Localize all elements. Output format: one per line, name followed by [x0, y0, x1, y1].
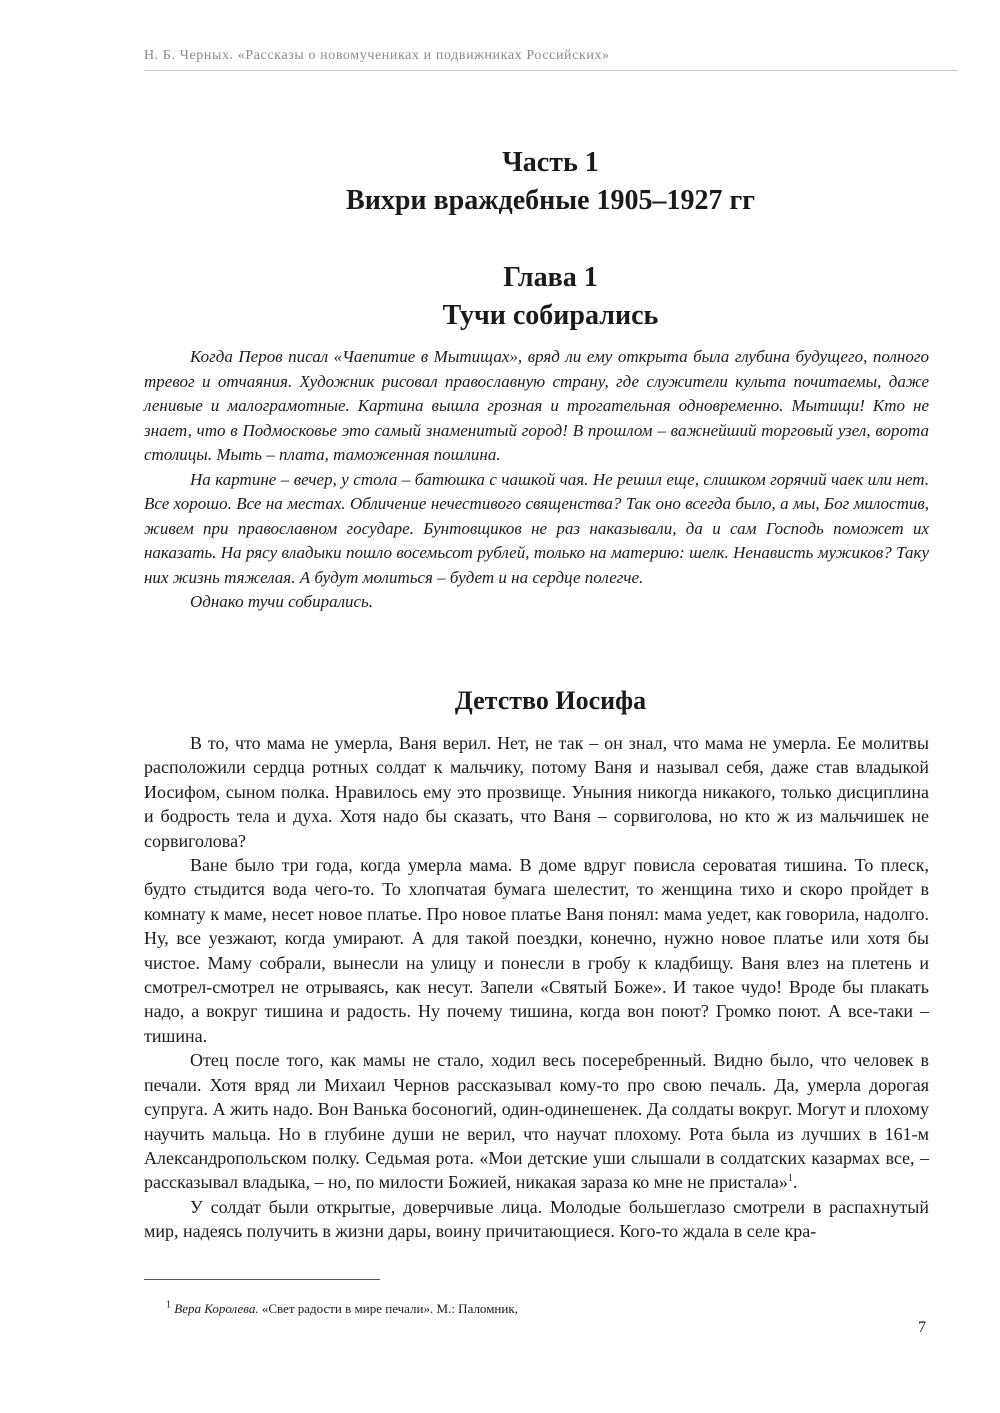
body-paragraph: У солдат были открытые, доверчивые лица. Молодые большеглазо смотрели в распахнутый мир, надеясь получить в жизни дары, воину причитающиеся. Кого-то ждала в селе кра-: [144, 1196, 929, 1242]
body-paragraph: В то, что мама не умерла, Ваня верил. Нет, не так – он знал, что мама не умерла. Ее молитвы расположили сердца ротных солдат к мальчику, потому Ваня и называл себя, даже став владыкой Иосифом, сыном полка. Нравилось ему это прозвище. Уныния никогда никакого, только дисциплина и бодрость тела и духа. Хотя надо бы сказать, что Ваня – сорвиголова, но кто ж из мальчишек не сорвиголова?: [144, 733, 929, 851]
footnote: [166, 1300, 518, 1318]
footnote-reference[interactable]: 1: [787, 1173, 793, 1185]
chapter-label: Глава 1: [503, 262, 598, 293]
page-number: 7: [918, 1319, 926, 1336]
epigraph-paragraph: На картине – вечер, у стола – батюшка с чашкой чая. Не решил еще, слишком горячий чаек или нет. Все хорошо. Все на местах. Обличение нечестивого священства? Так оно всегда было, а мы, Бог милостив, живем при православном государе. Бунтовщиков не раз наказывали, да и сам Господь поможет их наказать. На рясу владыки пошло восемьсот рублей, только на материю: шелк. Ненависть мужиков? Таку них жизнь тяжелая. А будут молиться – будет и на сердце полегче.: [144, 469, 929, 587]
part-title: Вихри враждебные 1905–1927 гг: [346, 185, 755, 216]
footnote-text: «Свет радости в мире печали». М.: Паломник,: [261, 1301, 518, 1316]
footnote-author: Вера Королева.: [174, 1301, 259, 1316]
epigraph: [144, 345, 929, 615]
body-text: [144, 731, 929, 1244]
running-header: Н. Б. Черных. «Рассказы о новомучениках и подвижниках Российских»: [144, 48, 610, 63]
body-paragraph-end: .: [792, 1172, 798, 1193]
section-title: Детство Иосифа: [454, 686, 647, 715]
header-rule: [144, 70, 957, 71]
epigraph-paragraph: Однако тучи собирались.: [190, 592, 374, 611]
chapter-title: Тучи собирались: [442, 300, 659, 331]
body-paragraph: [144, 1048, 929, 1194]
chapter-heading: [144, 259, 957, 335]
epigraph-paragraph: Когда Перов писал «Чаепитие в Мытищах», вряд ли ему открыта была глубина будущего, полного тревог и отчаяния. Художник рисовал православную страну, где служители культа почитаемы, даже ленивые и малограмотные. Картина вышла грозная и трогательная одновременно. Мытищи! Кто не знает, что в Подмосковье это самый знаменитый город! В прошлом – важнейший торговый узел, ворота столицы. Мыть – плата, таможенная пошлина.: [144, 347, 929, 464]
part-heading: [144, 144, 957, 220]
body-paragraph: Ване было три года, когда умерла мама. В доме вдруг повисла сероватая тишина. То плеск, будто стыдится вода чего-то. То хлопчатая бумага шелестит, то женщина тихо и скоро пройдет в комнату к маме, несет новое платье. Про новое платье Ваня понял: мама уедет, как говорила, надолго. Ну, все уезжают, когда умирают. А для такой поездки, конечно, нужно новое платье или хотя бы чистое. Маму собрали, вынесли на улицу и понесли в гробу к кладбищу. Ваня влез на плетень и смотрел-смотрел не отрываясь, как несут. Запели «Святый Боже». И такое чудо! Вроде бы плакать надо, а вокруг тишина и радость. Ну почему тишина, когда вон поют? Громко поют. А все-таки – тишина.: [144, 855, 929, 1046]
footnote-rule: [144, 1279, 380, 1280]
footnote-number: 1: [166, 1299, 171, 1311]
body-paragraph-text: Отец после того, как мамы не стало, ходил весь посеребренный. Видно было, что человек в печали. Хотя вряд ли Михаил Чернов рассказывал кому-то про свою печаль. Да, умерла дорогая супруга. А жить надо. Вон Ванька босоногий, один-одинешенек. Да солдаты вокруг. Могут и плохому научить мальца. Но в глубине души не верил, что научат плохому. Рота была из лучших в 161-м Александропольском полку. Седьмая рота. «Мои детские уши слышали в солдатских казармах все, – рассказывал владыка, – но, по милости Божией, никакая зараза ко мне не пристала»: [144, 1050, 929, 1193]
part-label: Часть 1: [502, 147, 599, 178]
